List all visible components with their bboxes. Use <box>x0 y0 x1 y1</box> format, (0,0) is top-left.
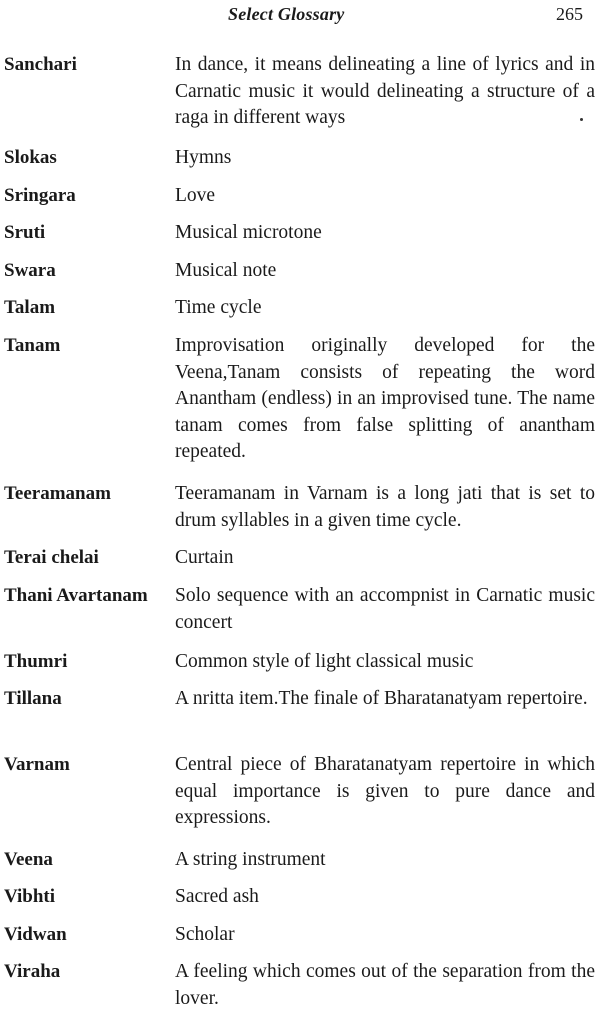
glossary-definition: Teeramanam in Varnam is a long jati that is set to drum syllables in a given time cycle. <box>175 483 595 531</box>
glossary-definition: Common style of light classical music <box>175 651 474 672</box>
glossary-definition: Curtain <box>175 547 234 568</box>
glossary-term: Sanchari <box>4 54 77 75</box>
glossary-term: Varnam <box>4 754 70 775</box>
glossary-definition: Time cycle <box>175 297 262 318</box>
glossary-definition: A feeling which comes out of the separation from the lover. <box>175 961 595 1009</box>
glossary-definition: Scholar <box>175 924 235 945</box>
glossary-term: Vidwan <box>4 924 67 945</box>
glossary-term: Veena <box>4 849 53 870</box>
glossary-term: Tanam <box>4 335 61 356</box>
glossary-term: Terai chelai <box>4 547 99 568</box>
glossary-definition: Sacred ash <box>175 886 259 907</box>
glossary-term: Thumri <box>4 651 68 672</box>
glossary-term: Tillana <box>4 688 62 709</box>
glossary-term: Slokas <box>4 147 57 168</box>
glossary-definition: Love <box>175 185 216 206</box>
glossary-definition: In dance, it means delineating a line of lyrics and in Carnatic music it would delineating a structure of a raga in different ways <box>175 54 595 128</box>
glossary-term: Vibhti <box>4 886 56 907</box>
glossary-definition: Musical note <box>175 260 277 281</box>
glossary-term: Sruti <box>4 222 46 243</box>
glossary-term: Talam <box>4 297 56 318</box>
print-speck <box>580 118 583 121</box>
glossary-term: Swara <box>4 260 56 281</box>
glossary-definition: A string instrument <box>175 849 326 870</box>
glossary-definition: Improvisation originally developed for the Veena,Tanam consists of repeating the word Anantham (endless) in an improvised tune. The name tanam comes from false splitting of anantham repeated. <box>175 335 595 462</box>
glossary-definition: A nritta item.The finale of Bharatanatyam repertoire. <box>175 688 588 709</box>
glossary-term: Sringara <box>4 185 76 206</box>
glossary-term: Teeramanam <box>4 483 111 504</box>
running-title: Select Glossary <box>228 4 345 24</box>
glossary-definition: Hymns <box>175 147 232 168</box>
glossary-definition: Solo sequence with an accompnist in Carnatic music concert <box>175 585 595 633</box>
page-number: 265 <box>556 4 583 24</box>
glossary-term: Thani Avartanam <box>4 585 148 606</box>
glossary-definition: Central piece of Bharatanatyam repertoire in which equal importance is given to pure dance and expressions. <box>175 754 595 828</box>
page-header <box>0 4 600 28</box>
glossary-term: Viraha <box>4 961 61 982</box>
glossary-definition: Musical microtone <box>175 222 322 243</box>
